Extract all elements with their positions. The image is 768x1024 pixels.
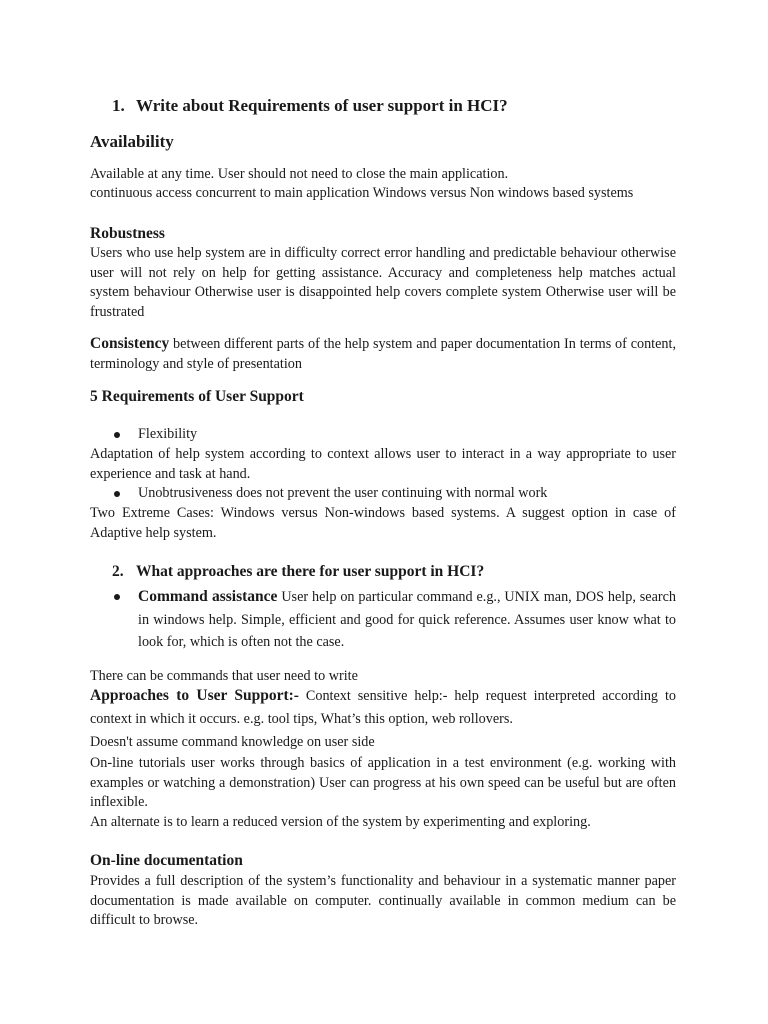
- question-2-title: What approaches are there for user support in HCI?: [136, 563, 485, 580]
- question-1-title: Write about Requirements of user support in HCI?: [136, 96, 508, 115]
- bullet-unobtrusiveness: [114, 484, 547, 504]
- flexibility-paragraph: Adaptation of help system according to context allows user to interact in a way appropriate to user experience and task at hand.: [90, 446, 676, 482]
- question-1-number: 1.: [112, 96, 125, 115]
- five-requirements-heading: 5 Requirements of User Support: [90, 388, 304, 405]
- bullet-icon: [114, 432, 120, 438]
- availability-line-2: continuous access concurrent to main application Windows versus Non windows based systems: [90, 185, 634, 201]
- question-2-number: 2.: [112, 563, 124, 580]
- consistency-lead: Consistency: [90, 335, 170, 352]
- approaches-lead: Approaches to User Support:-: [90, 687, 299, 704]
- bullet-unobtrusiveness-text: Unobtrusiveness does not prevent the user continuing with normal work: [138, 485, 548, 501]
- robustness-paragraph: Users who use help system are in difficulty correct error handling and predictable behaviour otherwise user will not rely on help for getting assistance. Accuracy and completeness help matches actual system behaviour Otherwise user is disappointed help covers complete system Otherwise user will be frustrated: [90, 245, 676, 320]
- approaches-text: Context sensitive help:- help request interpreted according to context in which it occurs. e.g. tool tips, What’s this option, web rollovers.: [90, 688, 676, 727]
- consistency-text: between different parts of the help system and paper documentation In terms of content, terminology and style of presentation: [90, 336, 676, 372]
- online-documentation-heading: On-line documentation: [90, 852, 243, 869]
- availability-line-1: Available at any time. User should not need to close the main application.: [90, 166, 509, 182]
- tutorials-paragraph: On-line tutorials user works through basics of application in a test environment (e.g. working with examples or watching a demonstration) User can progress at his own speed can be useful but are often inflexible.: [90, 755, 676, 811]
- bullet-flexibility-text: Flexibility: [138, 426, 198, 442]
- extreme-cases-paragraph: Two Extreme Cases: Windows versus Non-windows based systems. A suggest option in case of Adaptive help system.: [90, 505, 676, 541]
- command-assistance-paragraph: [138, 586, 676, 654]
- availability-heading: Availability: [90, 132, 174, 151]
- command-assistance-text: User help on particular command e.g., UNIX man, DOS help, search in windows help. Simple, efficient and good for quick reference. Assumes user know what to look for, which is often not the case.: [138, 589, 676, 650]
- robustness-heading: Robustness: [90, 225, 165, 242]
- approaches-line-2: Doesn't assume command knowledge on user side: [90, 734, 375, 750]
- alternate-paragraph: An alternate is to learn a reduced version of the system by experimenting and exploring.: [90, 814, 591, 830]
- commands-note: There can be commands that user need to write: [90, 668, 358, 684]
- bullet-flexibility: [114, 425, 197, 445]
- command-assistance-lead: Command assistance: [138, 588, 278, 605]
- question-1-heading: [112, 95, 682, 117]
- bullet-command-assistance: [114, 586, 676, 654]
- consistency-paragraph: [90, 334, 676, 374]
- online-documentation-paragraph: Provides a full description of the system’s functionality and behaviour in a systematic manner paper documentation is made available on computer. continually available in common medium can be difficult to browse.: [90, 873, 676, 929]
- approaches-paragraph: [90, 685, 676, 730]
- question-2-heading: [112, 562, 682, 582]
- bullet-icon: [114, 491, 120, 497]
- bullet-icon: [114, 594, 120, 600]
